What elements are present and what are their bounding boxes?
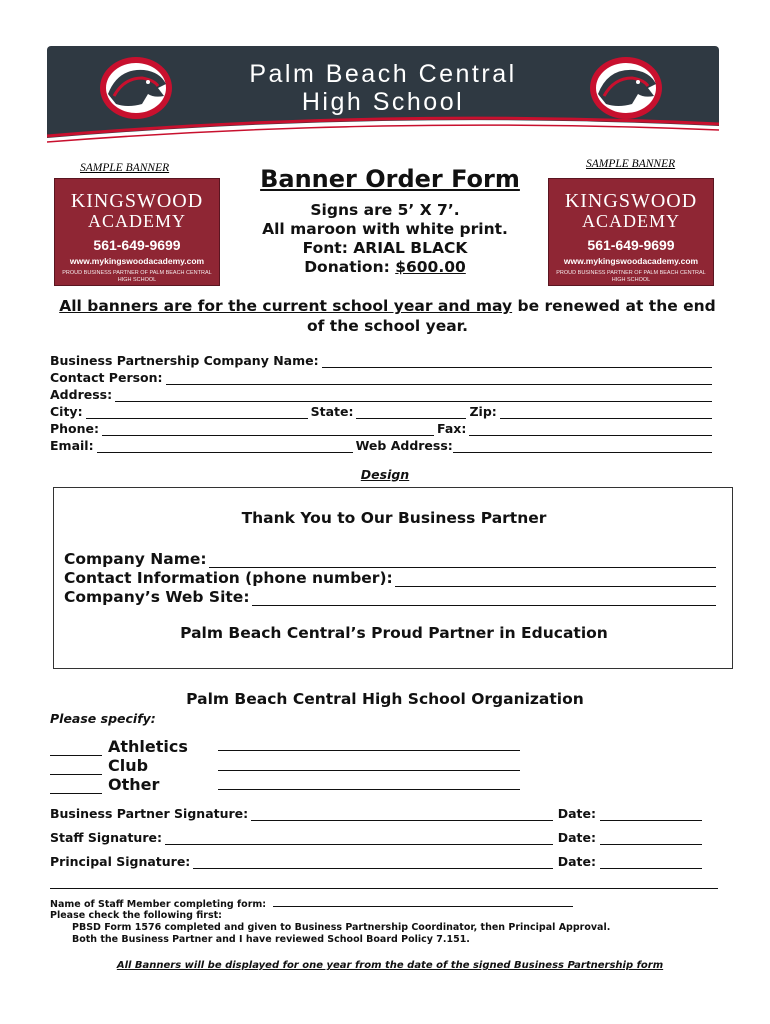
email-field[interactable] xyxy=(97,440,353,453)
donation-label: Donation: xyxy=(304,258,396,276)
banner-line2: ACADEMY xyxy=(581,211,680,231)
club-label: Club xyxy=(108,756,149,775)
staff-signature-row xyxy=(50,828,702,845)
other-checkbox[interactable] xyxy=(50,780,102,794)
school-name-line2: High School xyxy=(301,88,465,116)
contact-person-field[interactable] xyxy=(166,372,712,385)
partner-signature-label: Business Partner Signature: xyxy=(50,806,249,821)
club-detail-field[interactable] xyxy=(218,770,520,771)
design-company-row xyxy=(64,548,716,568)
section-divider xyxy=(50,888,718,889)
spec-color: All maroon with white print. xyxy=(262,220,508,238)
athletics-label: Athletics xyxy=(108,737,188,756)
partner-date-field[interactable] xyxy=(600,808,702,821)
fax-label: Fax: xyxy=(437,421,467,436)
company-name-label: Business Partnership Company Name: xyxy=(50,353,319,368)
design-box xyxy=(53,487,733,669)
company-name-field[interactable] xyxy=(322,355,712,368)
option-club xyxy=(50,755,148,775)
staff-name-label: Name of Staff Member completing form: xyxy=(50,899,267,910)
partner-signature-field[interactable] xyxy=(251,808,553,821)
design-website-field[interactable] xyxy=(252,590,716,606)
athletics-checkbox[interactable] xyxy=(50,742,102,756)
design-company-label: Company Name: xyxy=(64,550,207,568)
sample-banner-right xyxy=(548,178,714,286)
web-address-field[interactable] xyxy=(453,440,712,453)
city-label: City: xyxy=(50,404,83,419)
address-label: Address: xyxy=(50,387,113,402)
organization-title: Palm Beach Central High School Organization xyxy=(186,690,584,708)
banner-phone: 561-649-9699 xyxy=(587,237,675,253)
bronco-logo-right-icon xyxy=(588,54,664,120)
donation-value: $600.00 xyxy=(395,258,466,276)
staff-signature-field[interactable] xyxy=(165,832,553,845)
renewal-notice xyxy=(55,296,720,336)
design-contact-label: Contact Information (phone number): xyxy=(64,569,393,587)
staff-signature-label: Staff Signature: xyxy=(50,830,162,845)
principal-signature-label: Principal Signature: xyxy=(50,854,191,869)
phone-fax-row xyxy=(50,419,715,436)
banner-line1: KINGSWOOD xyxy=(564,190,698,212)
zip-field[interactable] xyxy=(500,406,712,419)
phone-field[interactable] xyxy=(102,423,434,436)
sample-banner-label-left: SAMPLE BANNER xyxy=(80,162,170,174)
club-checkbox[interactable] xyxy=(50,761,102,775)
renewal-part2: be renewed at the end of the school year. xyxy=(307,297,716,335)
principal-date-field[interactable] xyxy=(600,856,702,869)
spec-font: Font: ARIAL BLACK xyxy=(302,239,468,257)
zip-label: Zip: xyxy=(469,404,497,419)
spec-donation xyxy=(220,258,550,277)
fax-field[interactable] xyxy=(469,423,712,436)
staff-date-label: Date: xyxy=(557,830,596,845)
bronco-logo-left-icon xyxy=(98,54,174,120)
partner-date-label: Date: xyxy=(557,806,596,821)
banner-website: www.mykingswoodacademy.com xyxy=(563,256,699,266)
other-label: Other xyxy=(108,775,160,794)
design-footer: Palm Beach Central’s Proud Partner in Education xyxy=(180,624,608,642)
design-website-label: Company’s Web Site: xyxy=(64,588,250,606)
form-title: Banner Order Form xyxy=(260,165,520,193)
check-first-label: Please check the following first: xyxy=(50,910,222,921)
banner-line1: KINGSWOOD xyxy=(70,190,204,212)
banner-website: www.mykingswoodacademy.com xyxy=(69,256,205,266)
email-web-row xyxy=(50,436,715,453)
email-label: Email: xyxy=(50,438,94,453)
staff-date-field[interactable] xyxy=(600,832,702,845)
footer-note: All Banners will be displayed for one year from the date of the signed Business Partnership form xyxy=(116,960,664,971)
principal-date-label: Date: xyxy=(557,854,596,869)
state-field[interactable] xyxy=(356,406,466,419)
checklist-item-2: Both the Business Partner and I have reviewed School Board Policy 7.151. xyxy=(72,934,470,945)
banner-phone: 561-649-9699 xyxy=(93,237,181,253)
city-state-zip-row xyxy=(50,402,715,419)
design-company-field[interactable] xyxy=(209,552,716,568)
design-website-row xyxy=(64,586,716,606)
athletics-detail-field[interactable] xyxy=(218,750,520,751)
banner-fine-print: PROUD BUSINESS PARTNER OF PALM BEACH CENTRAL HIGH SCHOOL xyxy=(62,270,212,283)
company-name-row xyxy=(50,351,715,368)
please-specify-label: Please specify: xyxy=(50,711,156,726)
principal-signature-row xyxy=(50,852,702,869)
banner-line2: ACADEMY xyxy=(87,211,186,231)
phone-label: Phone: xyxy=(50,421,100,436)
design-contact-field[interactable] xyxy=(395,571,716,587)
banner-fine-print: PROUD BUSINESS PARTNER OF PALM BEACH CENTRAL HIGH SCHOOL xyxy=(556,270,706,283)
spec-size: Signs are 5’ X 7’. xyxy=(310,201,460,219)
sample-banner-label-right: SAMPLE BANNER xyxy=(586,158,676,170)
renewal-part1: All banners are for the current school year and may xyxy=(59,297,513,315)
design-label: Design xyxy=(360,467,410,482)
design-contact-row xyxy=(64,567,716,587)
option-other xyxy=(50,774,159,794)
partner-signature-row xyxy=(50,804,702,821)
contact-person-row xyxy=(50,368,715,385)
staff-name-field[interactable] xyxy=(273,898,573,907)
header-swoosh xyxy=(47,116,719,156)
other-detail-field[interactable] xyxy=(218,789,520,790)
school-name-line1: Palm Beach Central xyxy=(249,60,517,88)
option-athletics xyxy=(50,736,188,756)
contact-person-label: Contact Person: xyxy=(50,370,163,385)
address-row xyxy=(50,385,715,402)
web-address-label: Web Address: xyxy=(355,438,453,453)
checklist-item-1: PBSD Form 1576 completed and given to Business Partnership Coordinator, then Principal Approval. xyxy=(72,922,611,933)
design-title: Thank You to Our Business Partner xyxy=(241,509,547,527)
sample-banner-left xyxy=(54,178,220,286)
principal-signature-field[interactable] xyxy=(193,856,552,869)
city-field[interactable] xyxy=(86,406,308,419)
state-label: State: xyxy=(310,404,354,419)
address-field[interactable] xyxy=(115,389,712,402)
